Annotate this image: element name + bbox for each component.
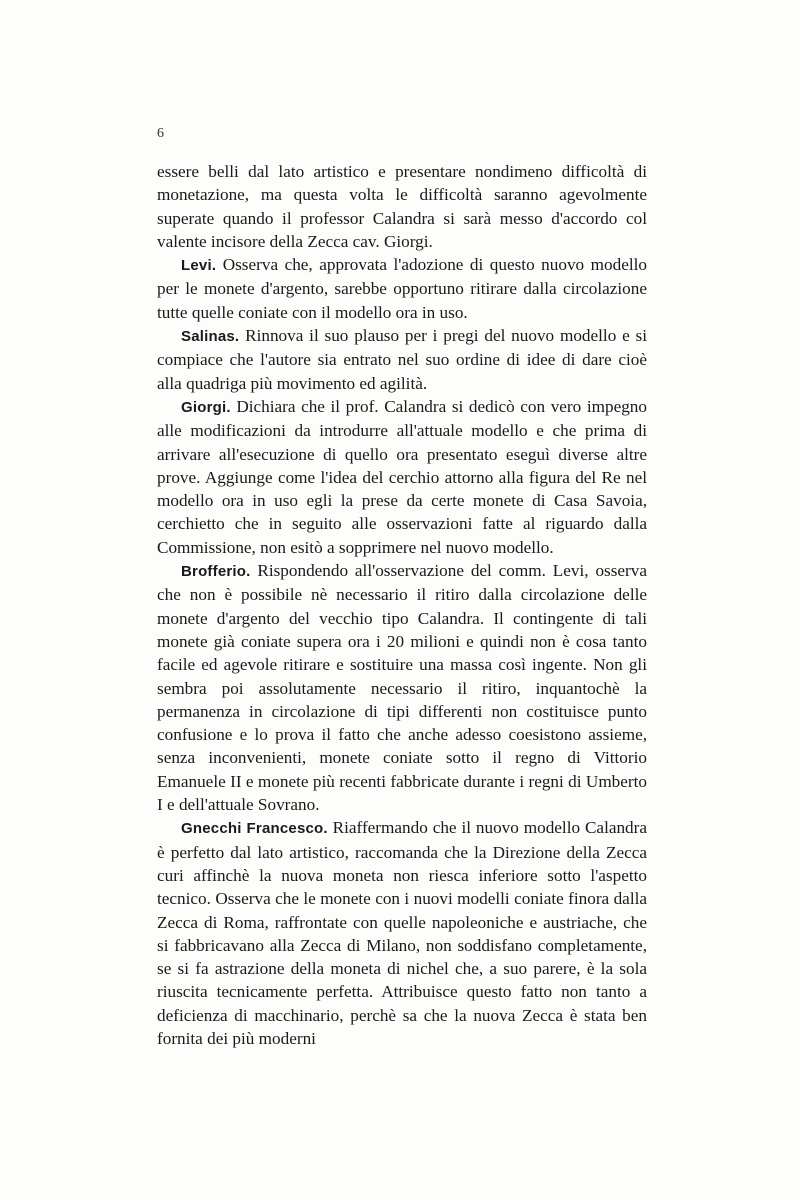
page-number: 6: [157, 126, 164, 141]
paragraph: [157, 395, 647, 559]
speaker-name: Giorgi.: [181, 398, 231, 416]
speaker-name: Gnecchi Francesco.: [181, 820, 328, 838]
paragraph-text: Riaffermando che il nuovo modello Calandra è perfetto dal lato artistico, raccomanda che la Direzione della Zecca curi affinchè la nuova moneta non riesca inferiore sotto l'aspetto tecnico. Osserva che le monete con i nuovi modelli coniate finora dalla Zecca di Roma, raffrontate con quelle napoleoniche e austriache, che si fabbricavano alla Zecca di Milano, non soddisfano completamente, se si fa astrazione della moneta di nichel che, a suo parere, è la sola riuscita tecnicamente perfetta. Attribuisce questo fatto non tanto a deficienza di macchinario, perchè sa che la nuova Zecca è stata ben fornita dei più moderni: [157, 818, 648, 1048]
speaker-name: Levi.: [181, 257, 217, 275]
paragraph: [157, 160, 647, 253]
paragraph-text: Dichiara che il prof. Calandra si dedicò con vero impegno alle modificazioni da introdurre all'attuale modello e che prima di arrivare all'esecuzione di quello ora presentato eseguì diverse altre prove. Aggiunge come l'idea del cerchio attorno alla figura del Re nel modello ora in uso egli la prese da certe monete di Casa Savoia, cerchietto che in seguito alle osservazioni fatte al riguardo dalla Commissione, non esitò a sopprimere nel nuovo modello.: [157, 396, 647, 557]
speaker-name: Salinas.: [181, 328, 240, 346]
paragraph: [157, 559, 647, 816]
paragraph-text: Osserva che, approvata l'adozione di questo nuovo modello per le monete d'argento, sarebbe opportuno ritirare dalla circolazione tutte quelle coniate con il modello ora in uso.: [157, 255, 647, 322]
paragraph: [157, 253, 647, 324]
paragraph-text: essere belli dal lato artistico e presentare nondimeno difficoltà di monetazione, ma questa volta le difficoltà saranno agevolmente superate quando il professor Calandra si sarà messo d'accordo col valente incisore della Zecca cav. Giorgi.: [157, 162, 647, 251]
paragraph-text: Rispondendo all'osservazione del comm. Levi, osserva che non è possibile nè necessario il ritiro dalla circolazione delle monete d'argento del vecchio tipo Calandra. Il contingente di tali monete già coniate supera ora i 20 milioni e quindi non è cosa tanto facile ed agevole ritirare e sostituire una massa così ingente. Non gli sembra poi assolutamente necessario il ritiro, inquantochè la permanenza in circolazione di tipi differenti non costituisce punto confusione e lo prova il fatto che anche adesso coesistono assieme, senza inconvenienti, monete coniate sotto il regno di Vittorio Emanuele II e monete più recenti fabbricate durante i regni di Umberto I e dell'attuale Sovrano.: [157, 561, 647, 815]
speaker-name: Brofferio.: [181, 563, 251, 581]
paragraph: [157, 816, 647, 1050]
paragraph-text: Rinnova il suo plauso per i pregi del nuovo modello e si compiace che l'autore sia entrato nel suo ordine di idee di dare cioè alla quadriga più movimento ed agilità.: [157, 326, 648, 393]
paragraph: [157, 324, 647, 395]
body-text: [157, 160, 647, 1050]
